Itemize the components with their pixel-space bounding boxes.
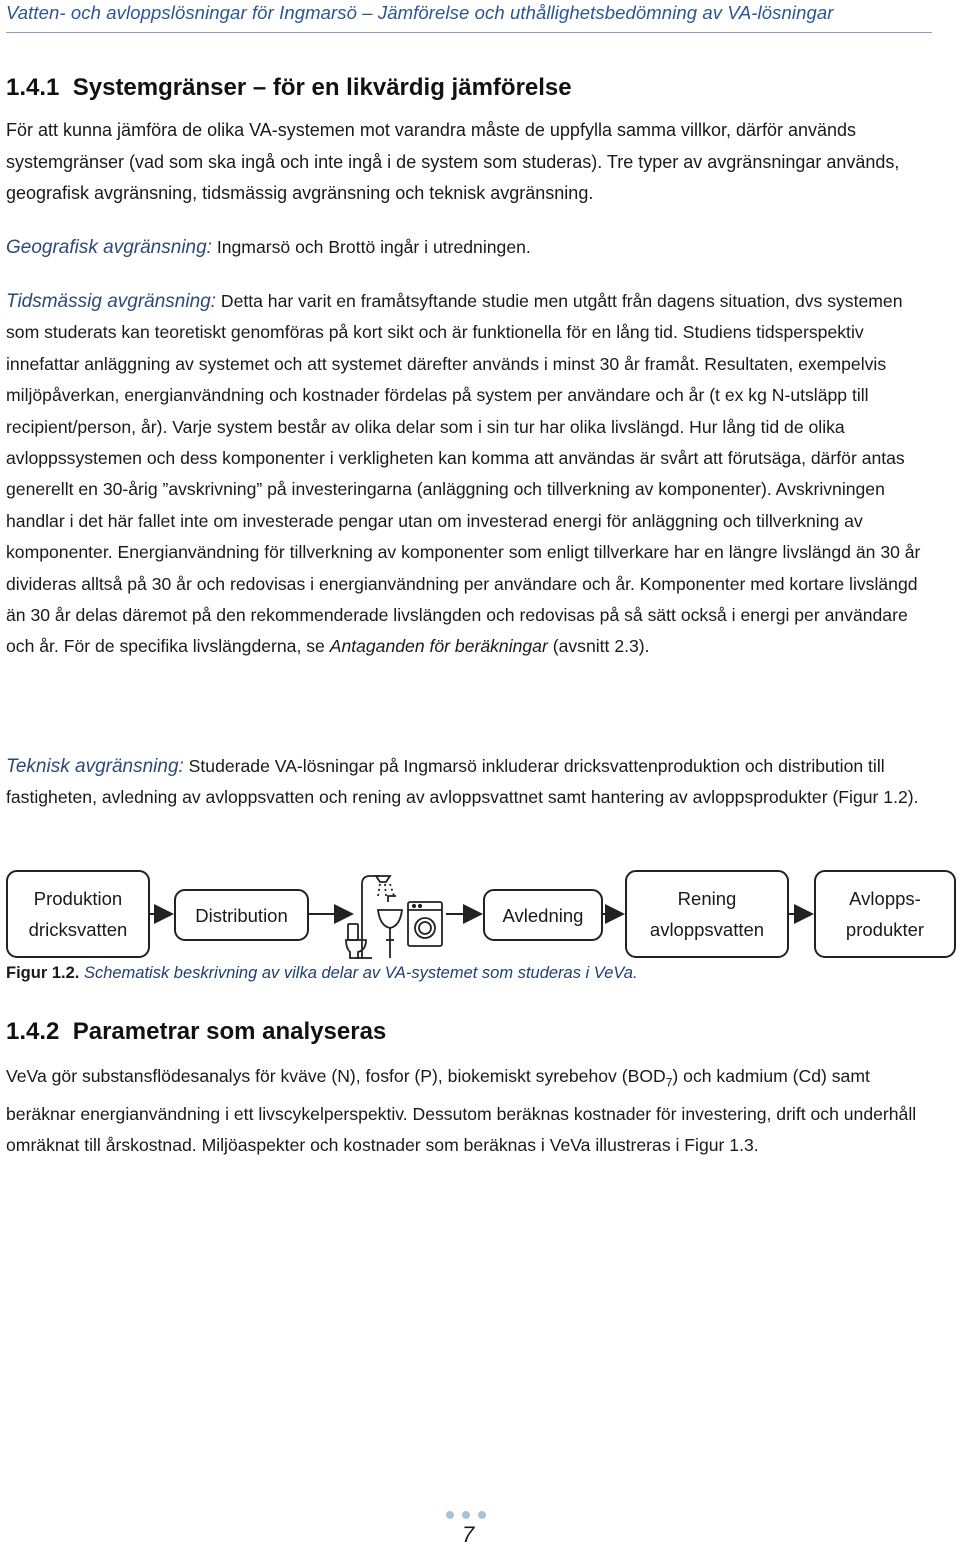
section-number: 1.4.2 bbox=[6, 1018, 60, 1045]
tek-label: Teknisk avgränsning: bbox=[6, 756, 184, 777]
box-rening: Rening avloppsvatten bbox=[625, 870, 789, 958]
caption-label: Figur 1.2. bbox=[6, 964, 80, 982]
running-header-title: Vatten- och avloppslösningar för Ingmarsö – Jämförelse och uthållighetsbedömning av VA-lösningar bbox=[6, 2, 834, 23]
tid-reference: Antaganden för beräkningar bbox=[329, 636, 548, 657]
section-heading-1-4-2 bbox=[6, 1018, 386, 1046]
section-number: 1.4.1 bbox=[6, 74, 60, 101]
geo-text: Ingmarsö och Brottö ingår i utredningen. bbox=[211, 237, 531, 257]
household-appliances-icon bbox=[346, 876, 442, 958]
tid-label: Tidsmässig avgränsning: bbox=[6, 291, 216, 312]
box-avledning: Avledning bbox=[483, 889, 603, 941]
section-title: Parametrar som analyseras bbox=[72, 1018, 387, 1045]
geo-label: Geografisk avgränsning: bbox=[6, 237, 212, 258]
tid-text-1: Detta har varit en framåtsyftande studie men utgått från dagens situation, dvs systemen som studerats kan teoretiskt genomföras på kort sikt och är funktionella för en lång tid. Studiens tidsperspektiv innefattar anläggning av systemet och att systemet därefter används i minst 30 år framåt. Resultaten, exempelvis miljöpåverkan, energianvändning och kostnader fördelas på system per användare och år (t ex kg N-utsläpp till recipient/person, år). Varje system består av olika delar som i sin tur har olika livslängd. Hur lång tid de olika avloppssystemen och dess komponenter i verkligheten kan komma att användas är svårt att förutsäga, därför antas generellt en 30-årig ”avskrivning” på investeringarna (anläggning och tillverkning av komponenter). Avskrivningen handlar i det här fallet inte om investerade pengar utan om investerad energi för anläggning och tillverkning av komponenter. Energianvändning för tillverkning av komponenter som enligt tillverkare har en längre livslängd än 30 år divideras alltså på 30 år och redovisas i energianvändning per användare och år. Komponenter med kortare livslängd än 30 år delas däremot på den rekommenderade livslängden och redovisas på så sätt också i energi per användare och år. För de specifika livslängderna, se bbox=[6, 291, 921, 657]
box-avloppsprodukter: Avlopps- produkter bbox=[814, 870, 956, 958]
figure-caption bbox=[6, 964, 638, 983]
section-title: Systemgränser – för en likvärdig jämförelse bbox=[72, 74, 572, 101]
box-distribution: Distribution bbox=[174, 889, 309, 941]
caption-text: Schematisk beskrivning av vilka delar av VA-systemet som studeras i VeVa. bbox=[79, 964, 638, 982]
intro-paragraph: För att kunna jämföra de olika VA-systemen mot varandra måste de uppfylla samma villkor, därför används systemgränser (vad som ska ingå och inte ingå i de system som studeras). Tre typer av avgränsningar används, geografisk avgränsning, tidsmässig avgränsning och teknisk avgränsning. bbox=[6, 120, 900, 203]
tid-text-2: (avsnitt 2.3). bbox=[547, 636, 650, 657]
page-number: 7 bbox=[462, 1522, 475, 1547]
bod-subscript: 7 bbox=[665, 1075, 673, 1090]
box-produktion: Produktion dricksvatten bbox=[6, 870, 150, 958]
parameters-paragraph: VeVa gör substansflödesanalys för kväve (N), fosfor (P), biokemiskt syrebehov $(BOD_7)$ och kadmium (Cd) samt beräknar energianvändning i ett livscykelperspektiv. Dessutom beräknas kostnader för investering, drift och underhåll omräknat till årskostnad. Miljöaspekter och kostnader som beräknas i VeVa illustreras i Figur 1.3. bbox=[6, 1066, 917, 1156]
tek-text: Studerade VA-lösningar på Ingmarsö inkluderar dricksvattenproduktion och distribution till fastigheten, avledning av avloppsvatten och rening av avloppsvattnet samt hantering av avloppsprodukter (Figur 1.2). bbox=[6, 756, 919, 808]
